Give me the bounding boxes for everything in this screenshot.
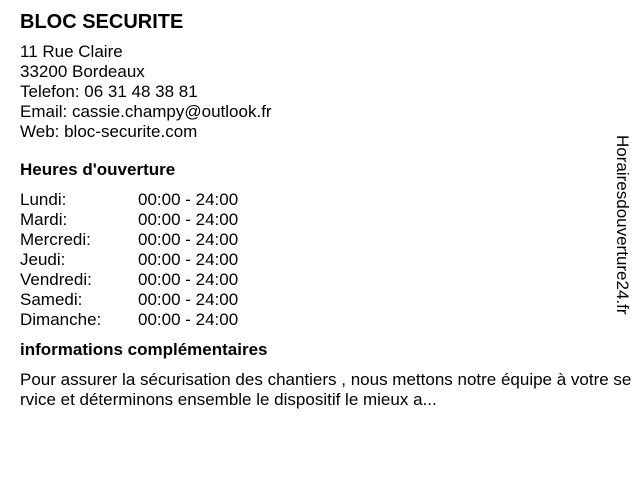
hours-row: [20, 270, 238, 290]
day-time: 00:00 - 24:00: [138, 310, 239, 329]
side-brand-text: Horairesdouverture24.fr: [613, 135, 632, 315]
hours-row: [20, 210, 238, 230]
address-city: 33200 Bordeaux: [20, 62, 145, 81]
business-name: BLOC SECURITE: [20, 11, 184, 33]
day-time: 00:00 - 24:00: [138, 230, 239, 249]
day-label: Dimanche:: [20, 310, 102, 329]
info-text: Pour assurer la sécurisation des chantiers , nous mettons notre équipe à votre service et déterminons ensemble le dispositif le mieux a...: [20, 370, 632, 409]
web-line: Web: bloc-securite.com: [20, 122, 198, 141]
hours-row: [20, 230, 238, 250]
day-time: 00:00 - 24:00: [138, 190, 239, 209]
hours-row: [20, 310, 238, 330]
day-label: Mercredi:: [20, 230, 91, 249]
day-label: Lundi:: [20, 190, 67, 209]
day-label: Mardi:: [20, 210, 68, 229]
hours-heading: Heures d'ouverture: [20, 160, 176, 179]
email-line: Email: cassie.champy@outlook.fr: [20, 102, 272, 121]
day-label: Jeudi:: [20, 250, 66, 269]
hours-table: [20, 190, 238, 330]
day-label: Vendredi:: [20, 270, 92, 289]
hours-row: [20, 190, 238, 210]
address-street: 11 Rue Claire: [20, 42, 123, 61]
info-heading: informations complémentaires: [20, 340, 268, 359]
day-time: 00:00 - 24:00: [138, 290, 239, 309]
hours-row: [20, 290, 238, 310]
day-label: Samedi:: [20, 290, 83, 309]
day-time: 00:00 - 24:00: [138, 250, 239, 269]
day-time: 00:00 - 24:00: [138, 210, 239, 229]
hours-row: [20, 250, 238, 270]
day-time: 00:00 - 24:00: [138, 270, 239, 289]
phone-line: Telefon: 06 31 48 38 81: [20, 82, 198, 101]
